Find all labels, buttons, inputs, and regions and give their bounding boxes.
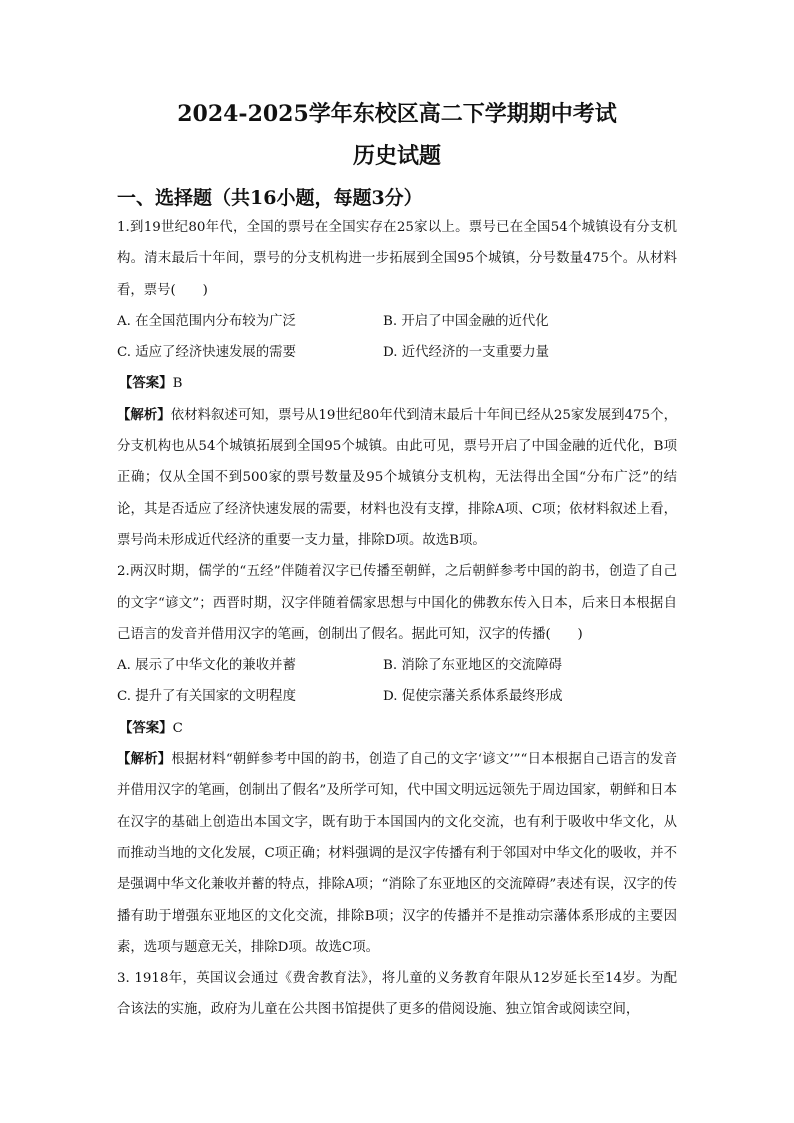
section-heading: 一、选择题（共16小题，每题3分） xyxy=(117,187,423,209)
answer-value: C xyxy=(172,720,183,736)
exam-subtitle: 历史试题 xyxy=(352,143,441,169)
question-3 xyxy=(117,963,677,1026)
exam-title: 2024-2025学年东校区高二下学期期中考试 xyxy=(177,101,617,127)
question-2 xyxy=(117,556,677,963)
answer-line xyxy=(117,368,677,399)
question-stem: 2.两汉时期，儒学的“五经”伴随着汉字已传播至朝鲜，之后朝鲜参考中国的韵书，创造了自己的文字“谚文”；西晋时期，汉字伴随着儒家思想与中国化的佛教东传入日本，后来日本根据自己语言的发音并借用汉字的笔画，创制出了假名。据此可知，汉字的传播( ) xyxy=(117,564,677,642)
question-options xyxy=(117,306,677,369)
question-stem: 3. 1918年，英国议会通过《费舍教育法》，将儿童的义务教育年限从12岁延长至14岁。为配合该法的实施，政府为儿童在公共图书馆提供了更多的借阅设施、独立馆舍或阅读空间， xyxy=(117,971,677,1018)
question-1 xyxy=(117,212,677,556)
analysis-text: 依材料叙述可知，票号从19世纪80年代到清末最后十年间已经从25家发展到475个，分支机构也从54个城镇拓展到全国95个城镇。由此可见，票号开启了中国金融的近代化，B项正确；仅从全国不到500家的票号数量及95个城镇分支机构，无法得出全国“分布广泛”的结论，其是否适应了经济快速发展的需要，材料也没有支撑，排除A项、C项；依材料叙述上看，票号尚未形成近代经济的重要一支力量，排除D项。故选B项。 xyxy=(117,407,677,548)
option-b: B. 开启了中国金融的近代化 xyxy=(383,313,549,329)
question-stem: 1.到19世纪80年代，全国的票号在全国实存在25家以上。票号已在全国54个城镇设有分支机构。清末最后十年间，票号的分支机构进一步拓展到全国95个城镇，分号数量475个。从材料看，票号( ) xyxy=(117,220,677,298)
option-d: D. 促使宗藩关系体系最终形成 xyxy=(383,689,563,705)
analysis-tag: 【解析】 xyxy=(117,751,172,768)
option-c: C. 提升了有关国家的文明程度 xyxy=(117,689,296,705)
answer-line xyxy=(117,713,677,744)
option-a: A. 在全国范围内分布较为广泛 xyxy=(117,313,296,329)
analysis-tag: 【解析】 xyxy=(117,406,171,423)
analysis-paragraph xyxy=(117,400,677,556)
answer-value: B xyxy=(172,376,183,392)
option-d: D. 近代经济的一支重要力量 xyxy=(383,345,550,361)
analysis-text: 根据材料“朝鲜参考中国的韵书，创造了自己的文字‘谚文’”“日本根据自己语言的发音并借用汉字的笔画，创制出了假名”及所学可知，代中国文明远远领先于周边国家，朝鲜和日本在汉字的基础上创造出本国文字，既有助于本国国内的文化交流，也有利于吸收中华文化，从而推动当地的文化发展，C项正确；材料强调的是汉字传播有利于邻国对中华文化的吸收，并不是强调中华文化兼收并蓄的特点，排除A项；“消除了东亚地区的交流障碍”表述有误，汉字的传播有助于增强东亚地区的文化交流，排除B项；汉字的传播并不是推动宗藩体系形成的主要因素，选项与题意无关，排除D项。故选C项。 xyxy=(117,752,677,955)
question-options xyxy=(117,650,677,713)
option-a: A. 展示了中华文化的兼收并蓄 xyxy=(117,658,296,674)
answer-tag: 【答案】 xyxy=(119,719,173,736)
answer-tag: 【答案】 xyxy=(119,375,173,392)
option-c: C. 适应了经济快速发展的需要 xyxy=(117,345,296,361)
option-b: B. 消除了东亚地区的交流障碍 xyxy=(383,658,563,674)
analysis-paragraph xyxy=(117,744,677,963)
